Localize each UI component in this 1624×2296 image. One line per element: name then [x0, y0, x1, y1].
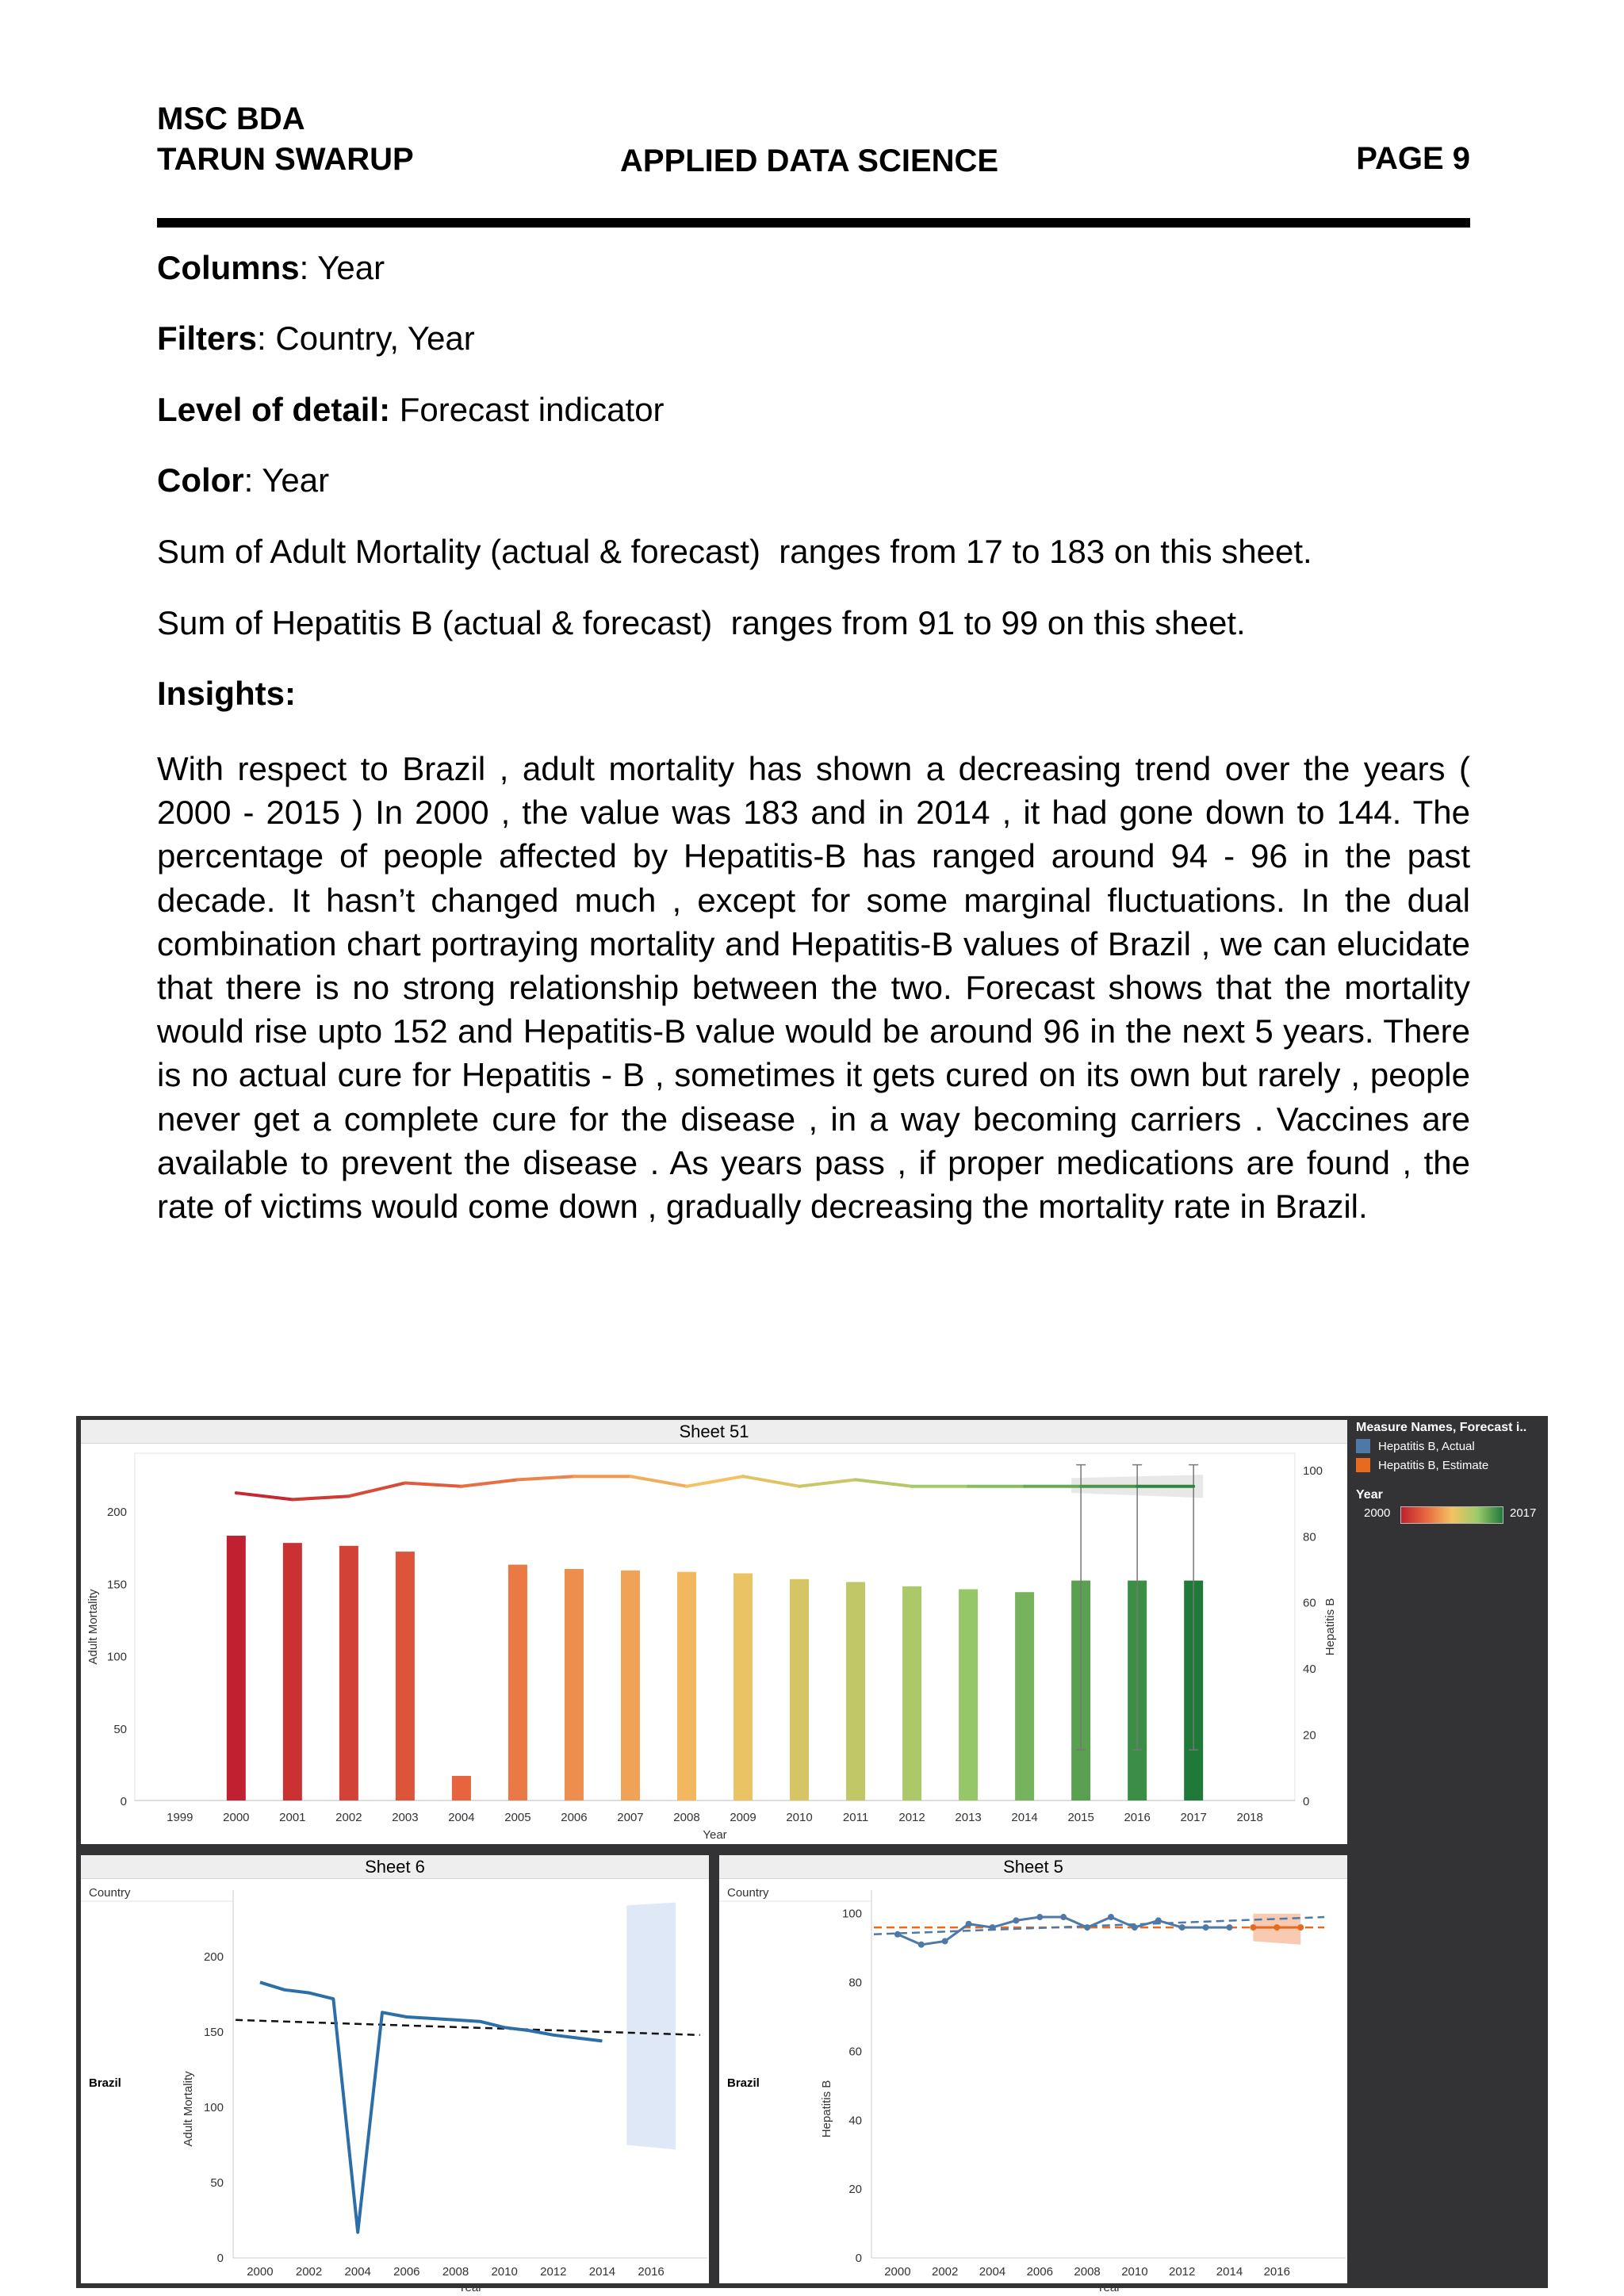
legend-label-actual: Hepatitis B, Actual — [1378, 1439, 1475, 1453]
sheet-6-title: Sheet 6 — [81, 1855, 709, 1879]
sheet-51-y2-tick-label: 40 — [1303, 1663, 1316, 1677]
sheet-5-panel — [719, 1855, 1347, 2294]
sheet-51-panel — [81, 1420, 1347, 1844]
sheet-5-actual-point-2008 — [1084, 1924, 1090, 1931]
header-course: APPLIED DATA SCIENCE — [620, 144, 999, 178]
legend-panel — [1356, 1419, 1546, 1525]
sheet-51-bar-2010 — [790, 1579, 809, 1800]
sheet-6-x-tick-label: 2004 — [344, 2265, 371, 2279]
sheet-51-chart — [81, 1444, 1347, 1844]
sheet-5-actual-point-2007 — [1060, 1914, 1067, 1920]
sheet-6-mortality-line — [260, 1982, 603, 2232]
detail-level-of-detail: Level of detail: Forecast indicator — [157, 391, 665, 428]
sheet-5-y-tick-label: 20 — [848, 2183, 862, 2197]
sheet-5-y-axis-title: Hepatitis B — [820, 2080, 833, 2138]
sheet-51-y-tick-label: 150 — [106, 1578, 127, 1592]
legend-year-title: Year — [1356, 1488, 1383, 1502]
sheet-51-y-axis-title: Adult Mortality — [86, 1589, 100, 1665]
sheet-6-y-tick-label: 150 — [203, 2026, 224, 2039]
sheet-5-y-tick-label: 0 — [855, 2252, 862, 2265]
sheet-6-x-tick-label: 2016 — [638, 2265, 665, 2279]
sheet-51-bar-2002 — [339, 1546, 358, 1800]
sheet-51-x-tick-label: 2008 — [673, 1811, 700, 1824]
legend-item-actual[interactable] — [1356, 1437, 1546, 1456]
sheet-51-y-tick-label: 100 — [106, 1650, 127, 1664]
sheet-5-actual-point-2000 — [894, 1931, 901, 1938]
sheet-5-x-tick-label: 2000 — [884, 2265, 911, 2279]
sheet-51-x-tick-label: 2010 — [786, 1811, 813, 1824]
detail-color: Color: Year — [157, 461, 330, 499]
sheet-5-row-label: Brazil — [727, 2076, 760, 2090]
sheet-6-panel — [81, 1855, 709, 2294]
sheet-51-y2-tick-label: 60 — [1303, 1596, 1316, 1610]
sheet-6-x-axis-title: Year — [458, 2281, 483, 2294]
sheet-51-x-tick-label: 2012 — [898, 1811, 925, 1824]
sheet-51-x-tick-label: 2018 — [1236, 1811, 1263, 1824]
sheet-51-title: Sheet 51 — [81, 1420, 1347, 1444]
sheet-5-estimate-point-2015 — [1250, 1924, 1256, 1931]
insights-paragraph: With respect to Brazil , adult mortality has shown a decreasing trend over the years ( 2000 - 2015 ) In 2000 , the value was 183 and in 2014 , it had gone down to 144. The percentage of people affected by Hepatitis-B has ranged around 94 - 96 in the past decade. It hasn’t changed much , except for some marginal fluctuations. In the dual combination chart portraying mortality and Hepatitis-B values of Brazil , we can elucidate that there is no strong relationship between the two. Forecast shows that the mortality would rise upto 152 and Hepatitis-B value would be around 96 in the next 5 years. There is no actual cure for Hepatitis - B , sometimes it gets cured on its own but rarely , people never get a complete cure for the disease , in a way becoming carriers . Vaccines are available to prevent the disease . As years pass , if proper medications are found , the rate of victims would come down , gradually decreasing the mortality rate in Brazil. — [157, 750, 1470, 1226]
sheet-5-actual-point-2006 — [1036, 1914, 1043, 1920]
legend-swatch-actual — [1356, 1439, 1370, 1453]
sheet-51-bar-2009 — [733, 1573, 753, 1800]
sheet-6-x-tick-label: 2014 — [588, 2265, 616, 2279]
range-adult-mortality: Sum of Adult Mortality (actual & forecast) ranges from 17 to 183 on this sheet. — [157, 533, 1312, 570]
sheet-6-x-tick-label: 2008 — [442, 2265, 469, 2279]
sheet-51-bar-2008 — [677, 1572, 696, 1800]
sheet-5-actual-point-2010 — [1132, 1924, 1138, 1931]
sheet-6-chart — [81, 1879, 709, 2294]
sheet-5-actual-point-2004 — [989, 1924, 995, 1931]
header-page: PAGE 9 — [1356, 141, 1470, 176]
sheet-51-bar-2001 — [283, 1543, 302, 1800]
legend-year-gradient[interactable] — [1400, 1506, 1503, 1524]
sheet-51-x-tick-label: 2005 — [504, 1811, 531, 1824]
sheet-51-bar-2005 — [508, 1565, 527, 1800]
sheet-51-bar-2004 — [452, 1776, 471, 1800]
sheet-5-estimate-point-2016 — [1274, 1924, 1280, 1931]
detail-filters: Filters: Country, Year — [157, 320, 475, 357]
sheet-51-y2-tick-label: 100 — [1303, 1464, 1323, 1478]
sheet-5-row-header: Country — [727, 1886, 769, 1900]
sheet-51-x-tick-label: 2017 — [1180, 1811, 1207, 1824]
sheet-51-bar-2014 — [1015, 1592, 1034, 1800]
sheet-6-y-tick-label: 200 — [203, 1950, 224, 1964]
sheet-51-x-tick-label: 2004 — [448, 1811, 475, 1824]
sheet-5-actual-point-2014 — [1226, 1924, 1232, 1931]
sheet-51-y2-tick-label: 0 — [1303, 1795, 1310, 1808]
legend-year-max: 2017 — [1510, 1506, 1537, 1520]
sheet-6-x-tick-label: 2002 — [295, 2265, 323, 2279]
sheet-51-x-tick-label: 2003 — [392, 1811, 419, 1824]
sheet-5-actual-point-2011 — [1155, 1917, 1162, 1923]
sheet-5-x-tick-label: 2008 — [1074, 2265, 1101, 2279]
sheet-5-x-tick-label: 2012 — [1169, 2265, 1196, 2279]
sheet-6-y-tick-label: 100 — [203, 2101, 224, 2114]
sheet-5-y-tick-label: 100 — [841, 1907, 862, 1921]
sheet-5-x-tick-label: 2014 — [1216, 2265, 1243, 2279]
header-author: TARUN SWARUP — [157, 142, 414, 177]
sheet-5-x-tick-label: 2016 — [1263, 2265, 1290, 2279]
sheet-5-x-tick-label: 2010 — [1121, 2265, 1148, 2279]
sheet-5-estimate-point-2017 — [1297, 1924, 1304, 1931]
legend-title: Measure Names, Forecast i.. — [1356, 1421, 1527, 1434]
header-rule — [157, 218, 1470, 228]
sheet-6-x-tick-label: 2012 — [540, 2265, 567, 2279]
header-line1: MSC BDA — [157, 101, 305, 136]
sheet-51-y-tick-label: 50 — [113, 1722, 127, 1736]
sheet-51-y-tick-label: 200 — [106, 1506, 127, 1519]
insights-title: Insights: — [157, 675, 296, 712]
sheet-5-x-tick-label: 2004 — [979, 2265, 1006, 2279]
sheet-51-plot-area — [135, 1453, 1295, 1800]
sheet-51-bar-2003 — [396, 1552, 415, 1800]
sheet-51-x-tick-label: 2013 — [955, 1811, 982, 1824]
sheet-6-x-tick-label: 2006 — [393, 2265, 420, 2279]
sheet-5-y-tick-label: 60 — [848, 2045, 862, 2059]
sheet-51-bar-2012 — [902, 1586, 921, 1800]
legend-swatch-estimate — [1356, 1458, 1370, 1472]
sheet-51-x-tick-label: 2006 — [561, 1811, 588, 1824]
sheet-5-title: Sheet 5 — [719, 1855, 1347, 1879]
sheet-5-actual-point-2001 — [918, 1942, 925, 1948]
sheet-5-x-axis-title: Year — [1096, 2281, 1121, 2294]
detail-columns: Columns: Year — [157, 249, 385, 286]
sheet-6-row-header: Country — [89, 1886, 131, 1900]
sheet-5-actual-point-2002 — [942, 1938, 948, 1944]
sheet-6-forecast-band — [626, 1903, 676, 2150]
sheet-51-x-tick-label: 2014 — [1011, 1811, 1038, 1824]
sheet-51-x-tick-label: 2001 — [279, 1811, 306, 1824]
sheet-51-bar-2000 — [227, 1536, 246, 1800]
sheet-51-x-axis-title: Year — [703, 1828, 727, 1842]
range-hepatitis-b: Sum of Hepatitis B (actual & forecast) ranges from 91 to 99 on this sheet. — [157, 604, 1246, 641]
legend-year-scale — [1356, 1503, 1546, 1525]
sheet-6-y-tick-label: 50 — [210, 2176, 224, 2190]
sheet-6-x-tick-label: 2000 — [247, 2265, 274, 2279]
sheet-51-x-tick-label: 2000 — [223, 1811, 250, 1824]
sheet-51-bar-2011 — [846, 1582, 865, 1800]
sheet-51-x-tick-label: 2009 — [730, 1811, 756, 1824]
sheet-5-chart — [719, 1879, 1347, 2294]
sheet-5-actual-point-2012 — [1179, 1924, 1185, 1931]
sheet-51-x-tick-label: 2016 — [1124, 1811, 1151, 1824]
sheet-51-x-tick-label: 2007 — [617, 1811, 644, 1824]
sheet-6-y-tick-label: 0 — [216, 2252, 224, 2265]
sheet-5-y-tick-label: 40 — [848, 2114, 862, 2128]
sheet-5-actual-point-2005 — [1013, 1917, 1019, 1923]
sheet-5-y-tick-label: 80 — [848, 1976, 862, 1990]
legend-item-estimate[interactable] — [1356, 1456, 1546, 1475]
sheet-51-y-tick-label: 0 — [120, 1795, 127, 1808]
sheet-6-row-label: Brazil — [89, 2076, 121, 2090]
legend-label-estimate: Hepatitis B, Estimate — [1378, 1458, 1489, 1472]
legend-year-min: 2000 — [1364, 1506, 1391, 1520]
sheet-5-x-tick-label: 2002 — [932, 2265, 959, 2279]
sheet-51-bar-2013 — [959, 1590, 978, 1800]
sheet-5-actual-point-2009 — [1108, 1914, 1114, 1920]
sheet-51-bar-2006 — [565, 1569, 584, 1800]
sheet-51-x-tick-label: 2002 — [335, 1811, 362, 1824]
sheet-51-x-tick-label: 2011 — [842, 1811, 869, 1824]
sheet-6-y-axis-title: Adult Mortality — [182, 2071, 195, 2147]
sheet-51-y2-axis-title: Hepatitis B — [1323, 1598, 1337, 1656]
sheet-5-actual-point-2013 — [1203, 1924, 1209, 1931]
sheet-51-y2-tick-label: 20 — [1303, 1728, 1316, 1743]
sheet-5-actual-point-2003 — [966, 1921, 972, 1927]
sheet-5-x-tick-label: 2006 — [1026, 2265, 1053, 2279]
sheet-51-x-tick-label: 1999 — [167, 1811, 193, 1824]
sheet-51-x-tick-label: 2015 — [1067, 1811, 1094, 1824]
sheet-51-y2-tick-label: 80 — [1303, 1530, 1316, 1544]
sheet-51-bar-2007 — [621, 1571, 640, 1800]
sheet-6-x-tick-label: 2010 — [491, 2265, 518, 2279]
